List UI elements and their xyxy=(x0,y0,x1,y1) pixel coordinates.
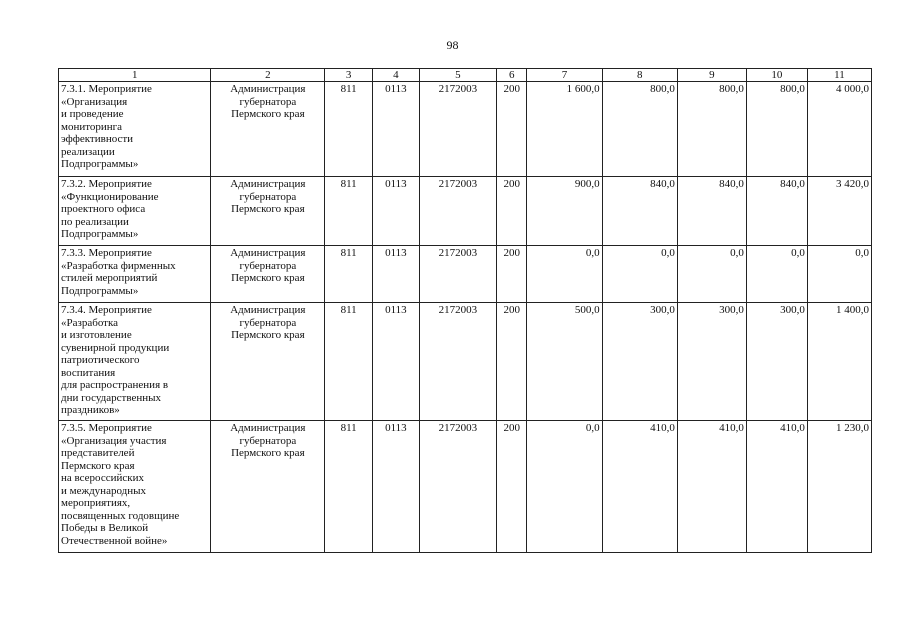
column-header: 7 xyxy=(527,69,602,82)
table-row xyxy=(59,246,872,303)
target-article-cell: 2172003 xyxy=(419,246,496,303)
admin-code-cell: 811 xyxy=(325,421,373,553)
activity-name-cell: 7.3.1. Мероприятие «Организация и проведение мониторинга эффективности реализации Подпрограммы» xyxy=(59,82,211,177)
amount-cell-col9: 300,0 xyxy=(677,303,746,421)
executor-cell: Администрация губернатора Пермского края xyxy=(211,177,325,246)
amount-cell-col7: 900,0 xyxy=(527,177,602,246)
column-header: 1 xyxy=(59,69,211,82)
amount-cell-col10: 0,0 xyxy=(746,246,807,303)
total-cell: 1 400,0 xyxy=(807,303,871,421)
executor-cell: Администрация губернатора Пермского края xyxy=(211,421,325,553)
expense-type-cell: 200 xyxy=(496,82,526,177)
table-row xyxy=(59,82,872,177)
column-header: 3 xyxy=(325,69,373,82)
budget-table xyxy=(58,68,872,553)
column-header: 6 xyxy=(496,69,526,82)
admin-code-cell: 811 xyxy=(325,246,373,303)
section-code-cell: 0113 xyxy=(373,246,420,303)
executor-cell: Администрация губернатора Пермского края xyxy=(211,303,325,421)
total-cell: 4 000,0 xyxy=(807,82,871,177)
executor-cell: Администрация губернатора Пермского края xyxy=(211,246,325,303)
section-code-cell: 0113 xyxy=(373,303,420,421)
amount-cell-col7: 1 600,0 xyxy=(527,82,602,177)
executor-cell: Администрация губернатора Пермского края xyxy=(211,82,325,177)
expense-type-cell: 200 xyxy=(496,177,526,246)
amount-cell-col10: 300,0 xyxy=(746,303,807,421)
admin-code-cell: 811 xyxy=(325,303,373,421)
target-article-cell: 2172003 xyxy=(419,177,496,246)
column-header: 10 xyxy=(746,69,807,82)
expense-type-cell: 200 xyxy=(496,246,526,303)
amount-cell-col7: 500,0 xyxy=(527,303,602,421)
target-article-cell: 2172003 xyxy=(419,421,496,553)
amount-cell-col7: 0,0 xyxy=(527,421,602,553)
amount-cell-col10: 410,0 xyxy=(746,421,807,553)
activity-name-cell: 7.3.3. Мероприятие «Разработка фирменных стилей мероприятий Подпрограммы» xyxy=(59,246,211,303)
amount-cell-col9: 840,0 xyxy=(677,177,746,246)
table-row xyxy=(59,303,872,421)
expense-type-cell: 200 xyxy=(496,303,526,421)
expense-type-cell: 200 xyxy=(496,421,526,553)
section-code-cell: 0113 xyxy=(373,421,420,553)
header-row xyxy=(59,69,872,82)
amount-cell-col10: 800,0 xyxy=(746,82,807,177)
target-article-cell: 2172003 xyxy=(419,82,496,177)
page-number: 98 xyxy=(446,38,459,52)
amount-cell-col8: 800,0 xyxy=(602,82,677,177)
activity-name-cell: 7.3.4. Мероприятие «Разработка и изготовление сувенирной продукции патриотического воспитания для распространения в дни государственных праздников» xyxy=(59,303,211,421)
amount-cell-col7: 0,0 xyxy=(527,246,602,303)
amount-cell-col8: 300,0 xyxy=(602,303,677,421)
activity-name-cell: 7.3.2. Мероприятие «Функционирование проектного офиса по реализации Подпрограммы» xyxy=(59,177,211,246)
amount-cell-col9: 0,0 xyxy=(677,246,746,303)
target-article-cell: 2172003 xyxy=(419,303,496,421)
amount-cell-col8: 840,0 xyxy=(602,177,677,246)
section-code-cell: 0113 xyxy=(373,82,420,177)
amount-cell-col8: 0,0 xyxy=(602,246,677,303)
column-header: 11 xyxy=(807,69,871,82)
column-header: 2 xyxy=(211,69,325,82)
admin-code-cell: 811 xyxy=(325,82,373,177)
activity-name-cell: 7.3.5. Мероприятие «Организация участия представителей Пермского края на всероссийских и международных мероприятиях, посвященных годовщине Победы в Великой Отечественной войне» xyxy=(59,421,211,553)
total-cell: 3 420,0 xyxy=(807,177,871,246)
amount-cell-col10: 840,0 xyxy=(746,177,807,246)
column-header: 4 xyxy=(373,69,420,82)
total-cell: 1 230,0 xyxy=(807,421,871,553)
admin-code-cell: 811 xyxy=(325,177,373,246)
column-header: 5 xyxy=(419,69,496,82)
column-header: 8 xyxy=(602,69,677,82)
column-header: 9 xyxy=(677,69,746,82)
amount-cell-col8: 410,0 xyxy=(602,421,677,553)
amount-cell-col9: 410,0 xyxy=(677,421,746,553)
total-cell: 0,0 xyxy=(807,246,871,303)
amount-cell-col9: 800,0 xyxy=(677,82,746,177)
section-code-cell: 0113 xyxy=(373,177,420,246)
table-row xyxy=(59,177,872,246)
table-row xyxy=(59,421,872,553)
